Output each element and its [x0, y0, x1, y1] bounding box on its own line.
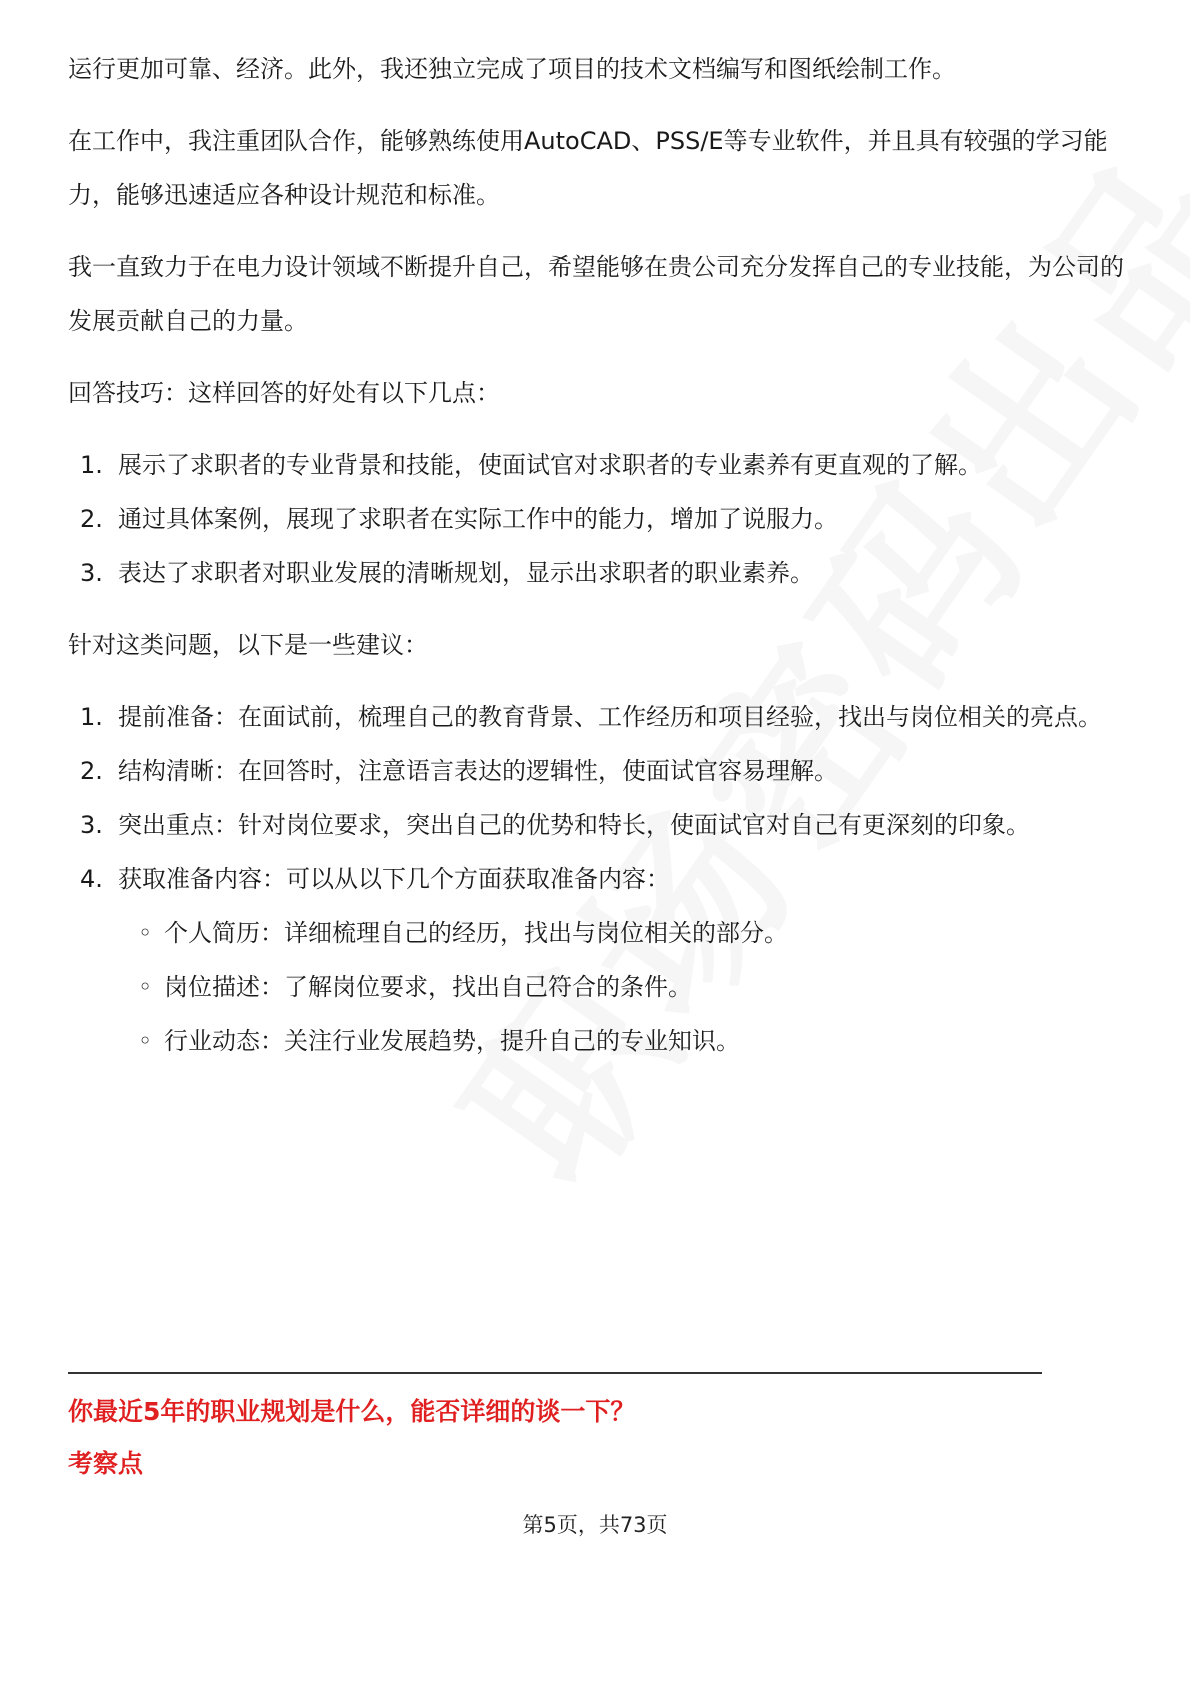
list-item — [68, 744, 1128, 798]
circle-bullet-icon: ◦ — [138, 973, 153, 1001]
list-text: 提前准备：在面试前，梳理自己的教育背景、工作经历和项目经验，找出与岗位相关的亮点。 — [118, 703, 1102, 731]
list-item — [68, 798, 1128, 852]
page-footer: 第5页，共73页 — [522, 1513, 668, 1537]
advice-list — [68, 690, 1128, 1068]
list-number: 3. — [80, 559, 103, 587]
section-heading: 考察点 — [68, 1449, 144, 1478]
sub-list — [68, 906, 1128, 1068]
list-number: 2. — [80, 757, 103, 785]
list-text: 获取准备内容：可以从以下几个方面获取准备内容： — [118, 865, 670, 893]
section-divider — [68, 1372, 1042, 1374]
list-text: 通过具体案例，展现了求职者在实际工作中的能力，增加了说服力。 — [118, 505, 838, 533]
circle-bullet-icon: ◦ — [138, 1027, 153, 1055]
list-number: 2. — [80, 505, 103, 533]
list-number: 1. — [80, 451, 103, 479]
list-text: 展示了求职者的专业背景和技能，使面试官对求职者的专业素养有更直观的了解。 — [118, 451, 982, 479]
list-number: 4. — [80, 865, 103, 893]
circle-bullet-icon: ◦ — [138, 919, 153, 947]
answer-tips-heading: 回答技巧：这样回答的好处有以下几点： — [68, 379, 500, 407]
list-text: 突出重点：针对岗位要求，突出自己的优势和特长，使面试官对自己有更深刻的印象。 — [118, 811, 1030, 839]
list-item — [68, 852, 1128, 906]
list-item — [68, 546, 1128, 600]
list-text: 结构清晰：在回答时，注意语言表达的逻辑性，使面试官容易理解。 — [118, 757, 838, 785]
list-item — [68, 690, 1128, 744]
benefits-list — [68, 438, 1128, 600]
sub-list-text: 岗位描述：了解岗位要求，找出自己符合的条件。 — [164, 973, 692, 1001]
sub-list-item — [68, 1014, 1128, 1068]
sub-list-item — [68, 906, 1128, 960]
list-number: 3. — [80, 811, 103, 839]
list-item — [68, 438, 1128, 492]
list-text: 表达了求职者对职业发展的清晰规划，显示出求职者的职业素养。 — [118, 559, 814, 587]
list-item — [68, 492, 1128, 546]
sub-list-text: 个人简历：详细梳理自己的经历，找出与岗位相关的部分。 — [164, 919, 788, 947]
next-question-heading: 你最近5年的职业规划是什么，能否详细的谈一下？ — [68, 1397, 636, 1426]
paragraph-2: 在工作中，我注重团队合作，能够熟练使用AutoCAD、PSS/E等专业软件，并且具有较强的学习能力，能够迅速适应各种设计规范和标准。 — [68, 127, 1108, 209]
advice-intro: 针对这类问题，以下是一些建议： — [68, 631, 428, 659]
sub-list-text: 行业动态：关注行业发展趋势，提升自己的专业知识。 — [164, 1027, 740, 1055]
paragraph-1: 运行更加可靠、经济。此外，我还独立完成了项目的技术文档编写和图纸绘制工作。 — [68, 55, 956, 83]
sub-list-item — [68, 960, 1128, 1014]
list-number: 1. — [80, 703, 103, 731]
body-content — [68, 42, 1128, 1086]
paragraph-3: 我一直致力于在电力设计领域不断提升自己，希望能够在贵公司充分发挥自己的专业技能，为公司的发展贡献自己的力量。 — [68, 253, 1124, 335]
